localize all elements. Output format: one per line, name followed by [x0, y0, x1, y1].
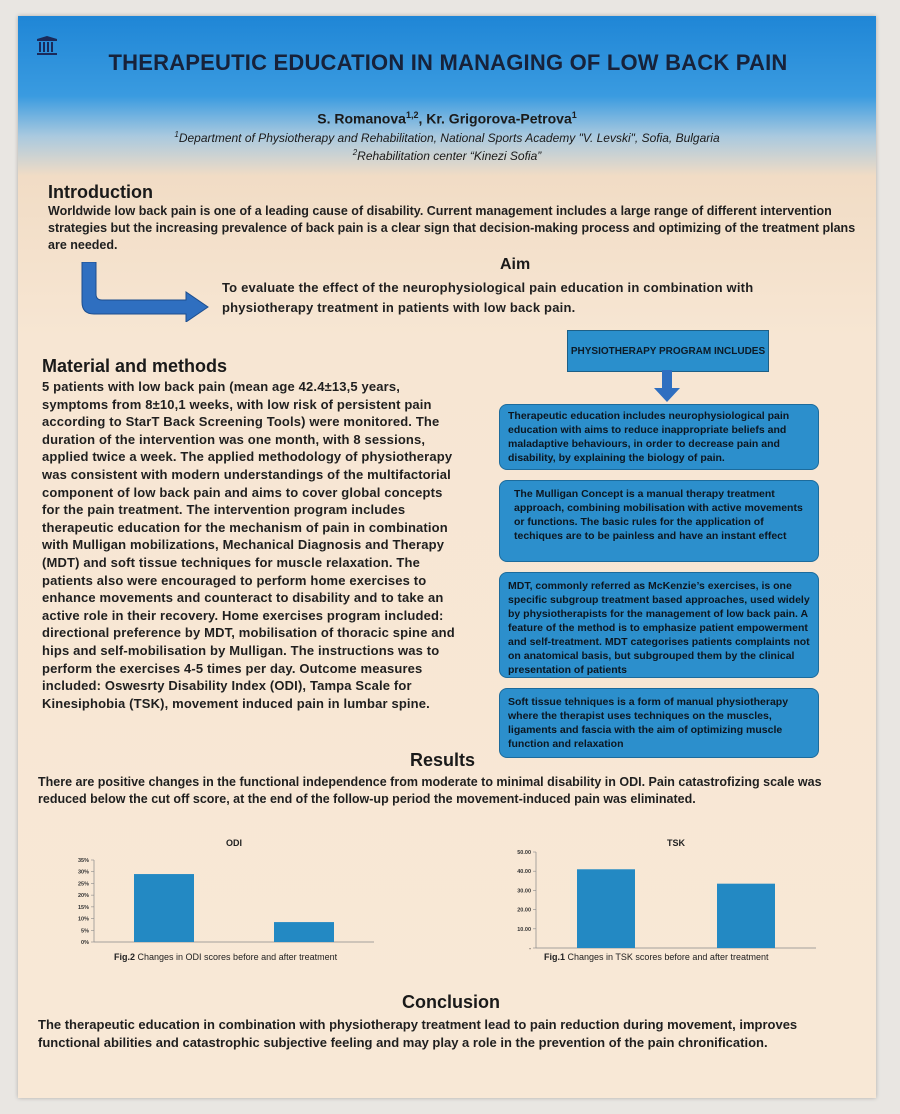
- methods-text: 5 patients with low back pain (mean age 42.4±13,5 years, symptoms from 8±10,1 weeks, with low risk of persistent pain according to StarT Back Screening Tools) were monitored. The duration of the intervention was one month, with 8 sessions, applied twice a week. The applied methodology of physiotherapy was consistent with modern understandings of the multifactorial component of low back pain and aims to cover global concepts for the pain treatment. The intervention program includes therapeutic education for the mechanism of pain in combination with Mulligan mobilizations, Mechanical Diagnosis and Therapy (MDT) and soft tissue techniques for muscle relaxation. The patients also were encouraged to perform home exercises to enhance movements and counteract to disability and to take an active role in their recovery. Home exercises program included: directional preference by MDT, mobilisation of thoracic spine and hips and self-mobilisation by Mulligan. The instructions was to perform the exercises 4-5 times per day. Outcome measures included: Oswesrty Disability Index (ODI), Tampa Scale for Kinesiphobia (TSK), movement induced pain in lumbar spine.: [42, 379, 455, 711]
- y-tick-label: -: [529, 946, 531, 952]
- affiliation-1-marker: 1: [174, 130, 179, 139]
- program-box-mulligan: The Mulligan Concept is a manual therapy treatment approach, combining mobilisation with active movements or functions. The basic rules for the application of techiques are to be painless and have an instant effect: [499, 480, 819, 562]
- fig1-caption-text: Changes in TSK scores before and after treatment: [565, 952, 769, 962]
- introduction-heading: Introduction: [48, 182, 153, 202]
- y-tick-label: 25%: [77, 881, 89, 888]
- program-box-soft-tissue: Soft tissue tehniques is a form of manual physiotherapy where the therapist uses techniques on the muscles, ligaments and fascia with the aim of optimizing muscle function and relaxation: [499, 688, 819, 758]
- results-heading: Results: [410, 750, 476, 770]
- affiliation-1-text: Department of Physiotherapy and Rehabilitation, National Sports Academy "V. Levski", Sofia, Bulgaria: [178, 131, 720, 145]
- affiliation-2-marker: 2: [352, 148, 358, 157]
- conclusion-heading: Conclusion: [402, 992, 500, 1012]
- y-tick-label: 20%: [77, 893, 89, 900]
- fig2-caption-text: Changes in ODI scores before and after treatment: [135, 952, 338, 962]
- bar-start: [577, 869, 635, 948]
- author-2-affil: 1: [571, 110, 577, 120]
- y-tick-label: 40.00: [517, 869, 531, 876]
- author-1-affil: 1,2: [405, 110, 419, 120]
- poster-title: THERAPEUTIC EDUCATION IN MANAGING OF LOW BACK PAIN: [108, 50, 788, 75]
- y-tick-label: 50.00: [517, 850, 531, 856]
- author-separator: ,: [418, 110, 427, 127]
- y-tick-label: 15%: [77, 904, 89, 911]
- affiliation-2: [18, 148, 876, 163]
- y-tick-label: 30%: [77, 869, 89, 876]
- affiliation-1: [18, 130, 876, 145]
- university-logo-icon: [36, 36, 58, 56]
- y-tick-label: 30.00: [517, 888, 531, 895]
- bar-end: [717, 884, 775, 948]
- y-tick-label: 35%: [77, 858, 89, 864]
- results-text: There are positive changes in the functional independence from moderate to minimal disability in ODI. Pain catastrofizing scale was reduced below the cut off score, at the end of the follow-up period the movement-induced pain was eliminated.: [38, 775, 822, 806]
- bar-start: [134, 874, 194, 942]
- introduction-text: Worldwide low back pain is one of a leading cause of disability. Current management includes a large range of different intervention strategies but the increasing prevalence of back pain is a clear sign that decision-making process and optimizing of the treatment plans are needed.: [48, 204, 856, 252]
- author-2: Kr. Grigorova-Petrova: [426, 110, 572, 127]
- authors: [18, 110, 876, 127]
- fig2-label: Fig.2: [114, 952, 136, 962]
- chart-title: ODI: [225, 838, 243, 848]
- y-tick-label: 20.00: [517, 907, 531, 914]
- fig1-label: Fig.1: [544, 952, 566, 962]
- author-1: S. Romanova: [317, 110, 406, 127]
- bar-end: [274, 922, 334, 942]
- poster: [18, 16, 876, 1098]
- y-tick-label: 0%: [81, 940, 89, 946]
- program-box-education: Therapeutic education includes neurophysiological pain education with aims to reduce inappropriate beliefs and maladaptive behaviours, in order to decrease pain and disability, by explaining the biology of pain.: [499, 404, 819, 470]
- fig1-caption: [544, 952, 768, 962]
- aim-heading: Aim: [500, 256, 531, 273]
- program-heading: PHYSIOTHERAPY PROGRAM INCLUDES: [567, 330, 769, 372]
- program-box-mdt: MDT, commonly referred as McKenzie’s exercises, is one specific subgroup treatment based approaches, used widely by physiotherapists for the management of low back pain. A feature of the method is to emphasize patient empowerment and self-treatment. MDT categorises patients complaints not on anatomical basis, but subgrouped them by the clinical presentation of patients: [499, 572, 819, 678]
- odi-bar-chart: [48, 816, 378, 946]
- y-tick-label: 10%: [77, 916, 89, 923]
- curved-arrow-icon: [74, 262, 214, 322]
- y-tick-label: 10.00: [517, 926, 531, 933]
- affiliation-2-text: Rehabilitation center “Kinezi Sofia”: [357, 149, 542, 163]
- fig2-caption: [114, 952, 337, 962]
- conclusion-text: The therapeutic education in combination with physiotherapy treatment lead to pain reduction during movement, improves functional abilities and catastrophic subjective feeling and may play a role in the prevention of the pain chronification.: [38, 1017, 798, 1050]
- arrow-down-icon: [654, 370, 680, 402]
- aim-text: To evaluate the effect of the neurophysiological pain education in combination with physiotherapy treatment in patients with low back pain.: [222, 280, 754, 315]
- tsk-bar-chart: [480, 816, 820, 952]
- chart-title: TSK: [667, 838, 685, 848]
- y-tick-label: 5%: [81, 928, 89, 935]
- methods-heading: Material and methods: [42, 356, 228, 376]
